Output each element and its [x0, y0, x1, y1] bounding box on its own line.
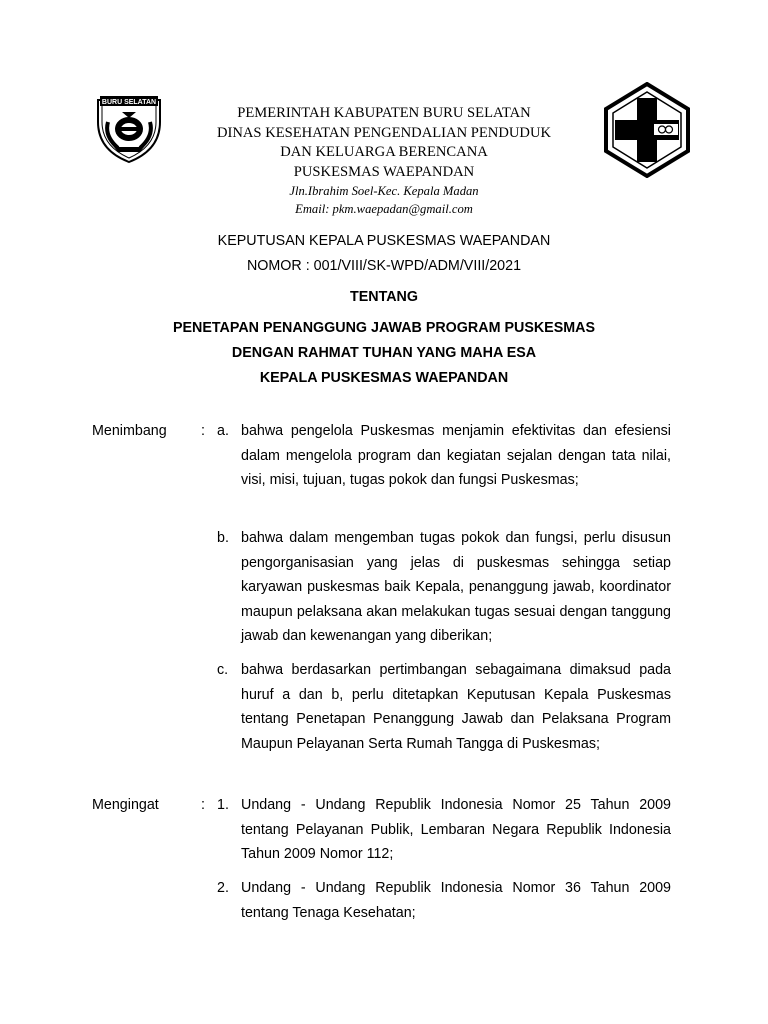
- issuer-line: KEPALA PUSKESMAS WAEPANDAN: [259, 370, 509, 386]
- menimbang-label: Menimbang: [92, 423, 167, 439]
- decree-number: NOMOR : 001/VIII/SK-WPD/ADM/VIII/2021: [246, 258, 522, 274]
- letterhead-line-3: DAN KELUARGA BERENCANA: [280, 144, 488, 161]
- menimbang-item-a: bahwa pengelola Puskesmas menjamin efektivitas dan efesiensi dalam mengelola program dan kegiatan sejalan dengan tata nilai, visi, misi, tujuan, tugas pokok dan fungsi Puskesmas;: [241, 423, 671, 488]
- letterhead-line-1: PEMERINTAH KABUPATEN BURU SELATAN: [237, 105, 531, 121]
- blessing-line: DENGAN RAHMAT TUHAN YANG MAHA ESA: [231, 345, 537, 361]
- letterhead-line-2: DINAS KESEHATAN PENGENDALIAN PENDUDUK: [216, 124, 552, 141]
- decree-title: KEPUTUSAN KEPALA PUSKESMAS WAEPANDAN: [217, 233, 551, 249]
- mengingat-item-1: Undang - Undang Republik Indonesia Nomor 25 Tahun 2009 tentang Pelayanan Publik, Lembaran Negara Republik Indonesia Tahun 2009 Nomor 112;: [241, 797, 671, 862]
- menimbang-colon: :: [201, 423, 205, 439]
- menimbang-item-b: bahwa dalam mengemban tugas pokok dan fungsi, perlu disusun pengorganisasian yang jelas di puskesmas sehingga setiap karyawan puskesmas baik Kepala, penanggung jawab, koordinator maupun pelaksana akan melakukan tugas sesuai dengan tanggung jawab dan kewenangan yang diberikan;: [241, 530, 671, 644]
- letterhead-address: Jln.Ibrahim Soel-Kec. Kepala Madan: [289, 184, 479, 199]
- letterhead-line-4: PUSKESMAS WAEPANDAN: [293, 163, 475, 180]
- letterhead: [168, 104, 600, 218]
- menimbang-marker-a: a.: [217, 423, 229, 439]
- decree-subject: PENETAPAN PENANGGUNG JAWAB PROGRAM PUSKESMAS: [172, 320, 596, 336]
- mengingat-label: Mengingat: [92, 797, 159, 813]
- mengingat-colon: :: [201, 797, 205, 813]
- tentang-heading: TENTANG: [349, 289, 419, 305]
- svg-text:BURU SELATAN: BURU SELATAN: [101, 99, 157, 106]
- mengingat-marker-2: 2.: [217, 880, 229, 896]
- menimbang-marker-b: b.: [217, 530, 229, 546]
- mengingat-item-2: Undang - Undang Republik Indonesia Nomor 36 Tahun 2009 tentang Tenaga Kesehatan;: [241, 880, 671, 921]
- menimbang-item-c: bahwa berdasarkan pertimbangan sebagaimana dimaksud pada huruf a dan b, perlu ditetapkan Keputusan Kepala Puskesmas tentang Penetapan Penanggung Jawab dan Pelaksana Program Maupun Pelayanan Serta Rumah Tangga di Puskesmas;: [241, 662, 671, 752]
- mengingat-marker-1: 1.: [217, 797, 229, 813]
- puskesmas-logo: [604, 82, 690, 178]
- menimbang-marker-c: c.: [217, 662, 229, 678]
- letterhead-email: Email: pkm.waepadan@gmail.com: [295, 202, 473, 217]
- buru-selatan-crest-logo: [92, 92, 166, 164]
